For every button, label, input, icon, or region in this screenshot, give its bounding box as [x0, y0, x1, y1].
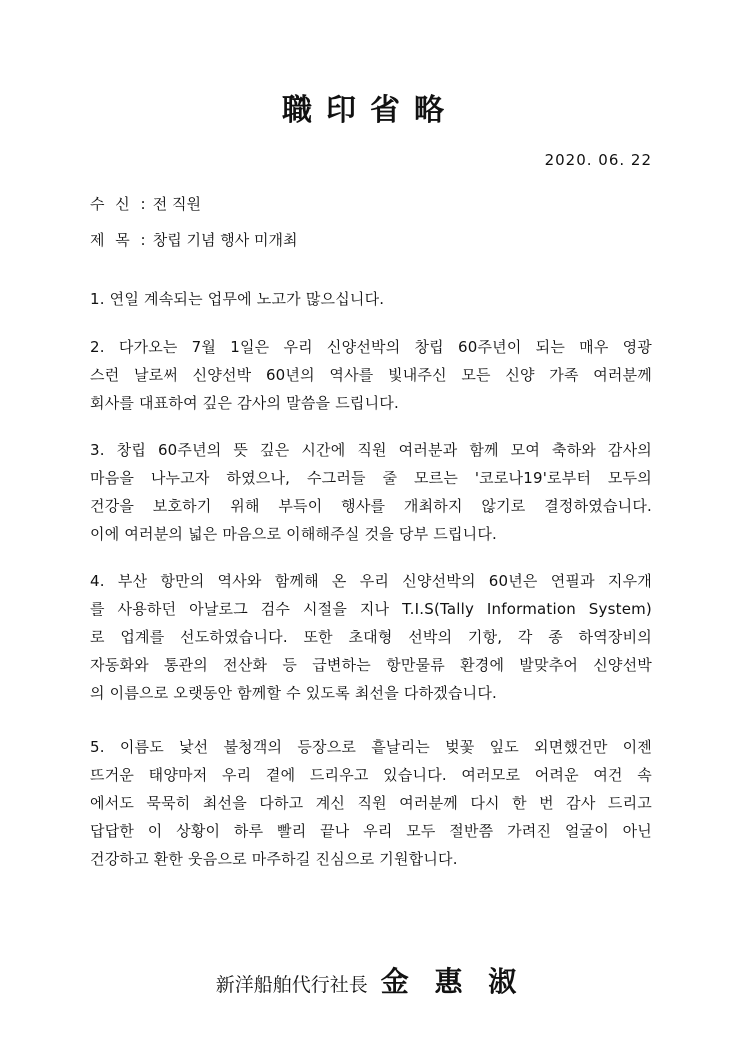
paragraph-line: 건강을 보호하기 위해 부득이 행사를 개최하지 않기로 결정하였습니다.: [90, 497, 652, 515]
paragraph-2: [90, 333, 652, 417]
paragraph-1: [90, 285, 652, 313]
subject-label: 제 목 :: [90, 231, 149, 249]
paragraph-3: [90, 436, 652, 548]
paragraph-line: 답답한 이 상황이 하루 빨리 끝나 우리 모두 절반쯤 가려진 얼굴이 아닌: [90, 822, 652, 840]
paragraph-line: 4. 부산 항만의 역사와 함께해 온 우리 신양선박의 60년은 연필과 지우개: [90, 572, 652, 590]
subject-value: 창립 기념 행사 미개최: [152, 231, 298, 249]
paragraph-line: 스런 날로써 신양선박 60년의 역사를 빛내주신 모든 신양 가족 여러분께: [90, 366, 652, 384]
signature-company: 新洋船舶代行社長: [215, 974, 368, 996]
recipient-value: 전 직원: [152, 195, 202, 213]
paragraph-line: 3. 창립 60주년의 뜻 깊은 시간에 직원 여러분과 함께 모여 축하와 감사의: [90, 441, 652, 459]
paragraph-line: 이에 여러분의 넓은 마음으로 이해해주실 것을 당부 드립니다.: [90, 525, 497, 543]
paragraph-line: 로 업계를 선도하였습니다. 또한 초대형 선박의 기항, 각 종 하역장비의: [90, 628, 652, 646]
paragraph-line: 5. 이름도 낯선 불청객의 등장으로 흩날리는 벚꽃 잎도 외면했건만 이젠: [90, 738, 652, 756]
signature-block: [0, 960, 740, 1000]
signature-name: 金 惠 淑: [380, 965, 525, 998]
paragraph-line: 회사를 대표하여 깊은 감사의 말씀을 드립니다.: [90, 394, 399, 412]
recipient-row: [90, 194, 201, 214]
paragraph-line: 1. 연일 계속되는 업무에 노고가 많으십니다.: [90, 290, 385, 308]
paragraph-line: 건강하고 환한 웃음으로 마주하길 진심으로 기원합니다.: [90, 850, 458, 868]
paragraph-line: 의 이름으로 오랫동안 함께할 수 있도록 최선을 다하겠습니다.: [90, 684, 497, 702]
paragraph-5: [90, 733, 652, 873]
paragraph-line: 에서도 묵묵히 최선을 다하고 계신 직원 여러분께 다시 한 번 감사 드리고: [90, 794, 652, 812]
document-title: 職印省略: [282, 93, 458, 128]
paragraph-line: 를 사용하던 아날로그 검수 시절을 지나 T.I.S(Tally Information System): [90, 600, 652, 618]
subject-row: [90, 230, 298, 250]
paragraph-line: 마음을 나누고자 하였으나, 수그러들 줄 모르는 '코로나19'로부터 모두의: [90, 469, 652, 487]
paragraph-line: 뜨거운 태양마저 우리 곁에 드리우고 있습니다. 여러모로 어려운 여건 속: [90, 766, 652, 784]
document-date: 2020. 06. 22: [544, 151, 652, 169]
paragraph-line: 자동화와 통관의 전산화 등 급변하는 항만물류 환경에 발맞추어 신양선박: [90, 656, 652, 674]
paragraph-line: 2. 다가오는 7월 1일은 우리 신양선박의 창립 60주년이 되는 매우 영광: [90, 338, 652, 356]
paragraph-4: [90, 567, 652, 707]
recipient-label: 수 신 :: [90, 195, 149, 213]
